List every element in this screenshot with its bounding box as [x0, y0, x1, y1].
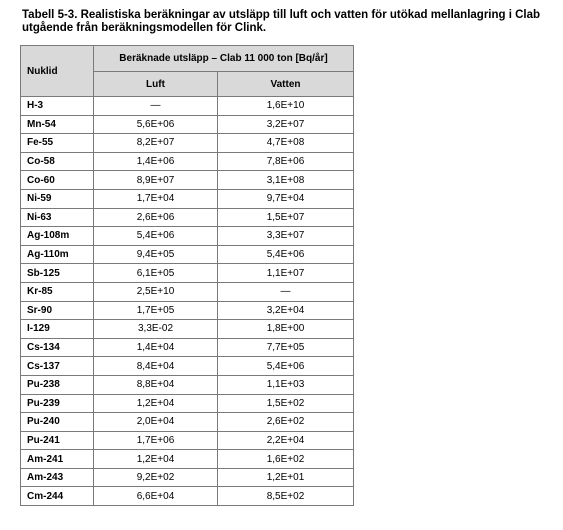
header-vatten: Vatten [218, 72, 354, 97]
cell-vatten: 1,8E+00 [218, 320, 354, 339]
table-row [21, 413, 354, 432]
table-row [21, 171, 354, 190]
cell-luft: 8,9E+07 [94, 171, 218, 190]
cell-luft: 6,1E+05 [94, 264, 218, 283]
cell-nuklid: Mn-54 [21, 115, 94, 134]
table-row [21, 115, 354, 134]
header-nuklid: Nuklid [21, 46, 94, 97]
cell-luft: 1,7E+06 [94, 431, 218, 450]
cell-luft: 8,4E+04 [94, 357, 218, 376]
cell-vatten: 8,5E+02 [218, 487, 354, 506]
table-row [21, 357, 354, 376]
cell-luft: 5,4E+06 [94, 227, 218, 246]
cell-nuklid: Ni-59 [21, 189, 94, 208]
header-release-group: Beräknade utsläpp – Clab 11 000 ton [Bq/år] [94, 46, 354, 72]
cell-vatten: 2,6E+02 [218, 413, 354, 432]
cell-vatten: 1,6E+02 [218, 450, 354, 469]
cell-nuklid: Cs-134 [21, 338, 94, 357]
table-row [21, 394, 354, 413]
table-row [21, 245, 354, 264]
caption-line-1: Tabell 5-3. Realistiska beräkningar av utsläpp till luft och vatten för utökad mellanlagring i Clab [22, 9, 541, 21]
cell-nuklid: Fe-55 [21, 134, 94, 153]
cell-vatten: 3,2E+07 [218, 115, 354, 134]
cell-vatten: 1,6E+10 [218, 97, 354, 116]
cell-nuklid: Am-243 [21, 468, 94, 487]
cell-vatten: 3,2E+04 [218, 301, 354, 320]
cell-nuklid: I-129 [21, 320, 94, 339]
cell-nuklid: Pu-240 [21, 413, 94, 432]
cell-luft: 5,6E+06 [94, 115, 218, 134]
cell-vatten: 1,5E+02 [218, 394, 354, 413]
cell-nuklid: Ni-63 [21, 208, 94, 227]
cell-vatten: 5,4E+06 [218, 245, 354, 264]
cell-luft: 9,2E+02 [94, 468, 218, 487]
table-row [21, 487, 354, 506]
cell-vatten: 1,2E+01 [218, 468, 354, 487]
table-row [21, 189, 354, 208]
cell-vatten: — [218, 282, 354, 301]
cell-vatten: 7,7E+05 [218, 338, 354, 357]
cell-nuklid: Cm-244 [21, 487, 94, 506]
cell-vatten: 3,1E+08 [218, 171, 354, 190]
table-row [21, 431, 354, 450]
cell-luft: 1,7E+05 [94, 301, 218, 320]
cell-nuklid: Pu-238 [21, 375, 94, 394]
cell-luft: 2,5E+10 [94, 282, 218, 301]
cell-nuklid: Ag-110m [21, 245, 94, 264]
cell-vatten: 2,2E+04 [218, 431, 354, 450]
cell-luft: 2,0E+04 [94, 413, 218, 432]
table-row [21, 227, 354, 246]
cell-nuklid: Cs-137 [21, 357, 94, 376]
cell-vatten: 3,3E+07 [218, 227, 354, 246]
cell-vatten: 9,7E+04 [218, 189, 354, 208]
cell-vatten: 1,1E+03 [218, 375, 354, 394]
cell-nuklid: Co-60 [21, 171, 94, 190]
table-row [21, 338, 354, 357]
cell-nuklid: H-3 [21, 97, 94, 116]
cell-nuklid: Sr-90 [21, 301, 94, 320]
cell-luft: 1,2E+04 [94, 450, 218, 469]
cell-nuklid: Pu-241 [21, 431, 94, 450]
cell-nuklid: Pu-239 [21, 394, 94, 413]
cell-luft: 2,6E+06 [94, 208, 218, 227]
table-row [21, 208, 354, 227]
cell-luft: 1,2E+04 [94, 394, 218, 413]
table-row [21, 264, 354, 283]
table-row [21, 134, 354, 153]
cell-luft: 8,2E+07 [94, 134, 218, 153]
table-row [21, 152, 354, 171]
cell-vatten: 5,4E+06 [218, 357, 354, 376]
caption-line-2: utgående från beräkningsmodellen för Clink. [22, 22, 267, 34]
cell-vatten: 1,1E+07 [218, 264, 354, 283]
table-row [21, 320, 354, 339]
cell-nuklid: Sb-125 [21, 264, 94, 283]
cell-nuklid: Kr-85 [21, 282, 94, 301]
cell-nuklid: Am-241 [21, 450, 94, 469]
cell-luft: 9,4E+05 [94, 245, 218, 264]
cell-luft: — [94, 97, 218, 116]
cell-luft: 8,8E+04 [94, 375, 218, 394]
table-body [21, 97, 354, 506]
table-row [21, 450, 354, 469]
table-row [21, 301, 354, 320]
cell-vatten: 1,5E+07 [218, 208, 354, 227]
cell-luft: 1,7E+04 [94, 189, 218, 208]
table-row [21, 97, 354, 116]
cell-vatten: 7,8E+06 [218, 152, 354, 171]
cell-luft: 6,6E+04 [94, 487, 218, 506]
cell-nuklid: Ag-108m [21, 227, 94, 246]
cell-luft: 3,3E-02 [94, 320, 218, 339]
header-luft: Luft [94, 72, 218, 97]
emissions-table [20, 45, 354, 506]
table-caption [22, 9, 557, 35]
cell-luft: 1,4E+06 [94, 152, 218, 171]
table-row [21, 468, 354, 487]
cell-nuklid: Co-58 [21, 152, 94, 171]
table-row [21, 282, 354, 301]
cell-luft: 1,4E+04 [94, 338, 218, 357]
table-row [21, 375, 354, 394]
cell-vatten: 4,7E+08 [218, 134, 354, 153]
